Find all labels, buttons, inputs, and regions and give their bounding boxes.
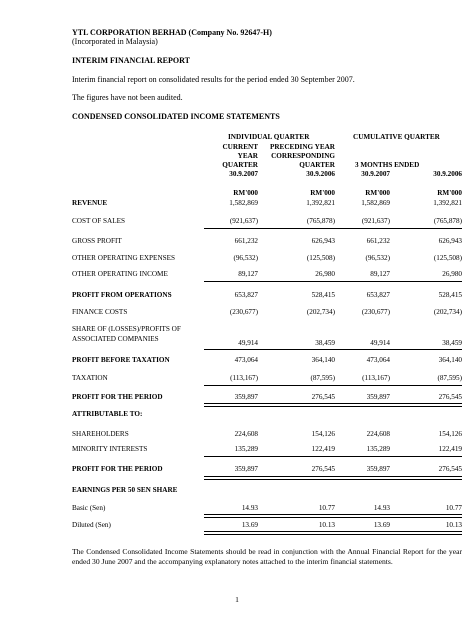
row-label: OTHER OPERATING INCOME bbox=[72, 270, 168, 278]
page-number: 1 bbox=[235, 595, 239, 604]
value-cumulative-preceding: (765,878) bbox=[433, 217, 462, 225]
value-current-quarter: (96,532) bbox=[233, 254, 258, 262]
header-current-1: CURRENT bbox=[222, 143, 258, 151]
value-preceding-quarter: 38,459 bbox=[315, 339, 335, 347]
audit-note: The figures have not been audited. bbox=[72, 93, 183, 102]
value-current-quarter: (921,637) bbox=[229, 217, 258, 225]
table-row-revenue bbox=[72, 198, 462, 208]
table-row-diluted-eps bbox=[72, 520, 462, 530]
header-months-ended: 3 MONTHS ENDED bbox=[355, 161, 420, 169]
table-row-profit-for-the-period bbox=[72, 392, 462, 402]
value-cumulative-current: (113,167) bbox=[362, 374, 390, 382]
table-row-cost-of-sales bbox=[72, 216, 462, 226]
value-cumulative-preceding: 10.77 bbox=[445, 504, 462, 512]
row-label: EARNINGS PER 50 SEN SHARE bbox=[72, 486, 178, 494]
value-preceding-quarter: 10.13 bbox=[318, 521, 335, 529]
value-current-quarter: 89,127 bbox=[238, 270, 258, 278]
value-preceding-quarter: (765,878) bbox=[306, 217, 335, 225]
value-current-quarter: 14.93 bbox=[241, 504, 258, 512]
value-preceding-quarter: 276,545 bbox=[311, 465, 335, 473]
unit-label-2: RM'000 bbox=[310, 189, 335, 197]
table-row-associated-companies bbox=[72, 334, 462, 347]
table-row-profit-from-operations bbox=[72, 290, 462, 300]
value-cumulative-preceding: 38,459 bbox=[442, 339, 462, 347]
row-label: PROFIT FOR THE PERIOD bbox=[72, 465, 163, 473]
table-row-profit-before-taxation bbox=[72, 355, 462, 365]
value-preceding-quarter: 626,943 bbox=[311, 237, 335, 245]
row-label: PROFIT FOR THE PERIOD bbox=[72, 393, 163, 401]
value-current-quarter: (230,677) bbox=[229, 308, 258, 316]
row-label: SHARE OF (LOSSES)/PROFITS OF bbox=[72, 325, 181, 333]
row-label: OTHER OPERATING EXPENSES bbox=[72, 254, 176, 262]
table-row-gross-profit bbox=[72, 236, 462, 246]
row-label: REVENUE bbox=[72, 199, 108, 207]
header-current-3: QUARTER bbox=[222, 161, 258, 169]
value-cumulative-preceding: 364,140 bbox=[438, 356, 462, 364]
value-cumulative-preceding: 276,545 bbox=[438, 465, 462, 473]
value-cumulative-preceding: (87,595) bbox=[437, 374, 462, 382]
value-preceding-quarter: 122,419 bbox=[311, 445, 335, 453]
row-label: TAXATION bbox=[72, 374, 108, 382]
table-row-shareholders bbox=[72, 429, 462, 439]
subtotal-rule bbox=[204, 281, 462, 282]
row-label: FINANCE COSTS bbox=[72, 308, 128, 316]
value-current-quarter: 359,897 bbox=[234, 393, 258, 401]
value-current-quarter: 473,064 bbox=[234, 356, 258, 364]
value-preceding-quarter: 1,392,821 bbox=[306, 199, 335, 207]
value-cumulative-current: 473,064 bbox=[366, 356, 390, 364]
row-label: ATTRIBUTABLE TO: bbox=[72, 410, 143, 418]
table-row-other-operating-expenses bbox=[72, 253, 462, 263]
subtotal-rule bbox=[204, 349, 462, 350]
value-current-quarter: 653,827 bbox=[234, 291, 258, 299]
value-cumulative-preceding: 626,943 bbox=[438, 237, 462, 245]
header-individual-quarter: INDIVIDUAL QUARTER bbox=[228, 133, 310, 141]
header-cum-date-2: 30.9.2006 bbox=[433, 170, 462, 178]
value-preceding-quarter: 276,545 bbox=[311, 393, 335, 401]
value-preceding-quarter: 26,980 bbox=[315, 270, 335, 278]
report-description: Interim financial report on consolidated results for the period ended 30 September 2007. bbox=[72, 75, 355, 84]
value-current-quarter: 359,897 bbox=[234, 465, 258, 473]
header-preceding-1: PRECEDING YEAR bbox=[269, 143, 335, 151]
value-preceding-quarter: (125,508) bbox=[306, 254, 335, 262]
total-double-rule bbox=[204, 403, 462, 407]
row-label: Basic (Sen) bbox=[72, 504, 106, 512]
row-label: COST OF SALES bbox=[72, 217, 125, 225]
total-double-rule bbox=[204, 531, 462, 535]
value-current-quarter: 661,232 bbox=[234, 237, 258, 245]
value-cumulative-current: 89,127 bbox=[370, 270, 390, 278]
table-row-eps-title bbox=[72, 485, 462, 495]
value-cumulative-current: 359,897 bbox=[366, 393, 390, 401]
row-label: GROSS PROFIT bbox=[72, 237, 122, 245]
table-row-finance-costs bbox=[72, 307, 462, 317]
value-cumulative-preceding: (125,508) bbox=[433, 254, 462, 262]
value-cumulative-preceding: 10.13 bbox=[445, 521, 462, 529]
unit-label-3: RM'000 bbox=[365, 189, 390, 197]
value-current-quarter: (113,167) bbox=[230, 374, 258, 382]
header-current-2: YEAR bbox=[237, 152, 258, 160]
row-label: Diluted (Sen) bbox=[72, 521, 111, 529]
value-cumulative-current: 135,289 bbox=[366, 445, 390, 453]
subtotal-rule bbox=[204, 228, 462, 229]
value-cumulative-current: (96,532) bbox=[365, 254, 390, 262]
report-title: INTERIM FINANCIAL REPORT bbox=[72, 56, 190, 65]
value-current-quarter: 135,289 bbox=[234, 445, 258, 453]
value-current-quarter: 13.69 bbox=[241, 521, 258, 529]
total-double-rule bbox=[204, 476, 462, 480]
value-preceding-quarter: 528,415 bbox=[311, 291, 335, 299]
value-cumulative-current: 359,897 bbox=[366, 465, 390, 473]
value-cumulative-preceding: 26,980 bbox=[442, 270, 462, 278]
value-cumulative-current: 49,914 bbox=[370, 339, 390, 347]
value-preceding-quarter: (202,734) bbox=[306, 308, 335, 316]
value-cumulative-preceding: 1,392,821 bbox=[433, 199, 462, 207]
value-preceding-quarter: 154,126 bbox=[311, 430, 335, 438]
value-preceding-quarter: (87,595) bbox=[310, 374, 335, 382]
statement-title: CONDENSED CONSOLIDATED INCOME STATEMENTS bbox=[72, 112, 280, 121]
value-cumulative-current: 653,827 bbox=[366, 291, 390, 299]
header-cum-date-1: 30.9.2007 bbox=[361, 170, 390, 178]
table-row-profit-for-the-period-2 bbox=[72, 464, 462, 474]
value-preceding-quarter: 364,140 bbox=[311, 356, 335, 364]
table-row-minority-interests bbox=[72, 444, 462, 454]
table-row-share-of-associates-label bbox=[72, 324, 462, 334]
value-cumulative-current: 661,232 bbox=[366, 237, 390, 245]
unit-label-4: RM'000 bbox=[437, 189, 462, 197]
value-cumulative-current: (230,677) bbox=[361, 308, 390, 316]
header-current-date: 30.9.2007 bbox=[229, 170, 258, 178]
value-preceding-quarter: 10.77 bbox=[318, 504, 335, 512]
value-cumulative-current: 14.93 bbox=[373, 504, 390, 512]
value-cumulative-preceding: 276,545 bbox=[438, 393, 462, 401]
header-preceding-3: QUARTER bbox=[299, 161, 335, 169]
value-cumulative-preceding: 122,419 bbox=[438, 445, 462, 453]
value-cumulative-current: 224,608 bbox=[366, 430, 390, 438]
value-current-quarter: 49,914 bbox=[238, 339, 258, 347]
header-preceding-date: 30.9.2006 bbox=[306, 170, 335, 178]
value-current-quarter: 1,582,869 bbox=[229, 199, 258, 207]
value-cumulative-current: 13.69 bbox=[373, 521, 390, 529]
footer-note: The Condensed Consolidated Income Statements should be read in conjunction with the Annual Financial Report for the year ended 30 June 2007 and the accompanying explanatory notes attached to the interim financial statements. bbox=[72, 547, 462, 566]
incorporation-note: (Incorporated in Malaysia) bbox=[72, 37, 158, 46]
table-row-basic-eps bbox=[72, 503, 462, 513]
table-row-attributable-to bbox=[72, 409, 462, 419]
total-double-rule bbox=[204, 514, 462, 518]
value-current-quarter: 224,608 bbox=[234, 430, 258, 438]
table-row-other-operating-income bbox=[72, 269, 462, 279]
subtotal-rule bbox=[204, 456, 462, 457]
company-name: YTL CORPORATION BERHAD (Company No. 92647-H) bbox=[72, 28, 272, 37]
value-cumulative-current: (921,637) bbox=[361, 217, 390, 225]
header-preceding-2: CORRESPONDING bbox=[271, 152, 335, 160]
value-cumulative-preceding: 528,415 bbox=[438, 291, 462, 299]
row-label: PROFIT BEFORE TAXATION bbox=[72, 356, 170, 364]
row-label: SHAREHOLDERS bbox=[72, 430, 129, 438]
value-cumulative-preceding: 154,126 bbox=[438, 430, 462, 438]
row-label: PROFIT FROM OPERATIONS bbox=[72, 291, 172, 299]
row-label: ASSOCIATED COMPANIES bbox=[72, 335, 159, 343]
table-row-taxation bbox=[72, 373, 462, 383]
header-cumulative-quarter: CUMULATIVE QUARTER bbox=[353, 133, 440, 141]
row-label: MINORITY INTERESTS bbox=[72, 445, 148, 453]
subtotal-rule bbox=[204, 385, 462, 386]
value-cumulative-preceding: (202,734) bbox=[433, 308, 462, 316]
unit-label-1: RM'000 bbox=[233, 189, 258, 197]
value-cumulative-current: 1,582,869 bbox=[361, 199, 390, 207]
